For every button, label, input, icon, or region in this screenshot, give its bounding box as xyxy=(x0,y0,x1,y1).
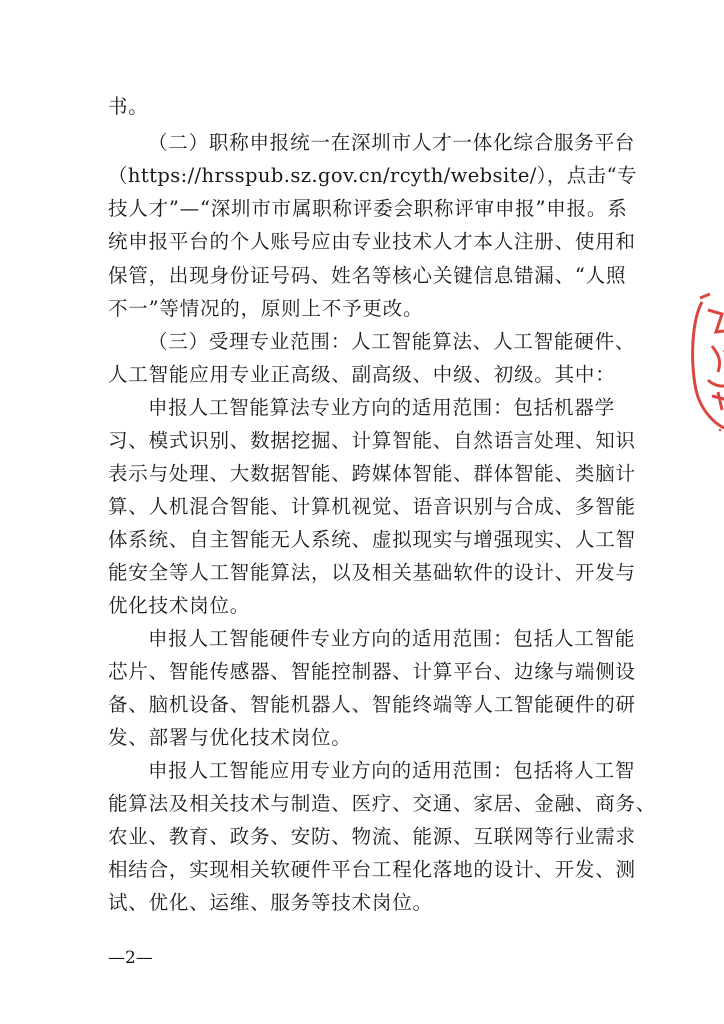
text-line: 算、人机混合智能、计算机视觉、语音识别与合成、多智能 xyxy=(108,495,636,518)
page-number: —2— xyxy=(108,948,153,968)
text-line: 能安全等人工智能算法，以及相关基础软件的设计、开发与 xyxy=(108,561,636,584)
red-official-seal-icon xyxy=(688,280,724,440)
text-line: 农业、教育、政务、安防、物流、能源、互联网等行业需求 xyxy=(108,825,636,848)
text-line: 习、模式识别、数据挖掘、计算智能、自然语言处理、知识 xyxy=(108,429,636,452)
text-line: 能算法及相关技术与制造、医疗、交通、家居、金融、商务、 xyxy=(108,792,657,815)
text-line: 申报人工智能硬件专业方向的适用范围：包括人工智能 xyxy=(148,627,636,650)
text-line: 表示与处理、大数据智能、跨媒体智能、群体智能、类脑计 xyxy=(108,462,636,485)
text-line: 相结合，实现相关软硬件平台工程化落地的设计、开发、测 xyxy=(108,858,636,881)
text-line: 人工智能应用专业正高级、副高级、中级、初级。其中： xyxy=(108,363,616,386)
text-line: 芯片、智能传感器、智能控制器、计算平台、边缘与端侧设 xyxy=(108,660,636,683)
text-line: 备、脑机设备、智能机器人、智能终端等人工智能硬件的研 xyxy=(108,693,636,716)
text-line: 发、部署与优化技术岗位。 xyxy=(108,726,352,749)
text-line: 统申报平台的个人账号应由专业技术人才本人注册、使用和 xyxy=(108,230,636,253)
text-line: 优化技术岗位。 xyxy=(108,594,251,617)
text-line: 技人才”—“深圳市市属职称评委会职称评审申报”申报。系 xyxy=(108,197,628,220)
text-line: 保管，出现身份证号码、姓名等核心关键信息错漏、“人照 xyxy=(108,264,627,287)
text-line: 申报人工智能算法专业方向的适用范围：包括机器学 xyxy=(148,396,615,419)
text-line: （https://hrsspub.sz.gov.cn/rcyth/website/），点击“专 xyxy=(108,164,637,187)
text-line: 体系统、自主智能无人系统、虚拟现实与增强现实、人工智 xyxy=(108,528,636,551)
text-line: （三）受理专业范围：人工智能算法、人工智能硬件、 xyxy=(148,330,636,353)
text-line: 不一”等情况的，原则上不予更改。 xyxy=(108,297,424,320)
text-line: 申报人工智能应用专业方向的适用范围：包括将人工智 xyxy=(148,759,636,782)
text-line: 试、优化、运维、服务等技术岗位。 xyxy=(108,891,433,914)
text-line: 书。 xyxy=(108,95,149,118)
text-line: （二）职称申报统一在深圳市人才一体化综合服务平台 xyxy=(148,131,636,154)
